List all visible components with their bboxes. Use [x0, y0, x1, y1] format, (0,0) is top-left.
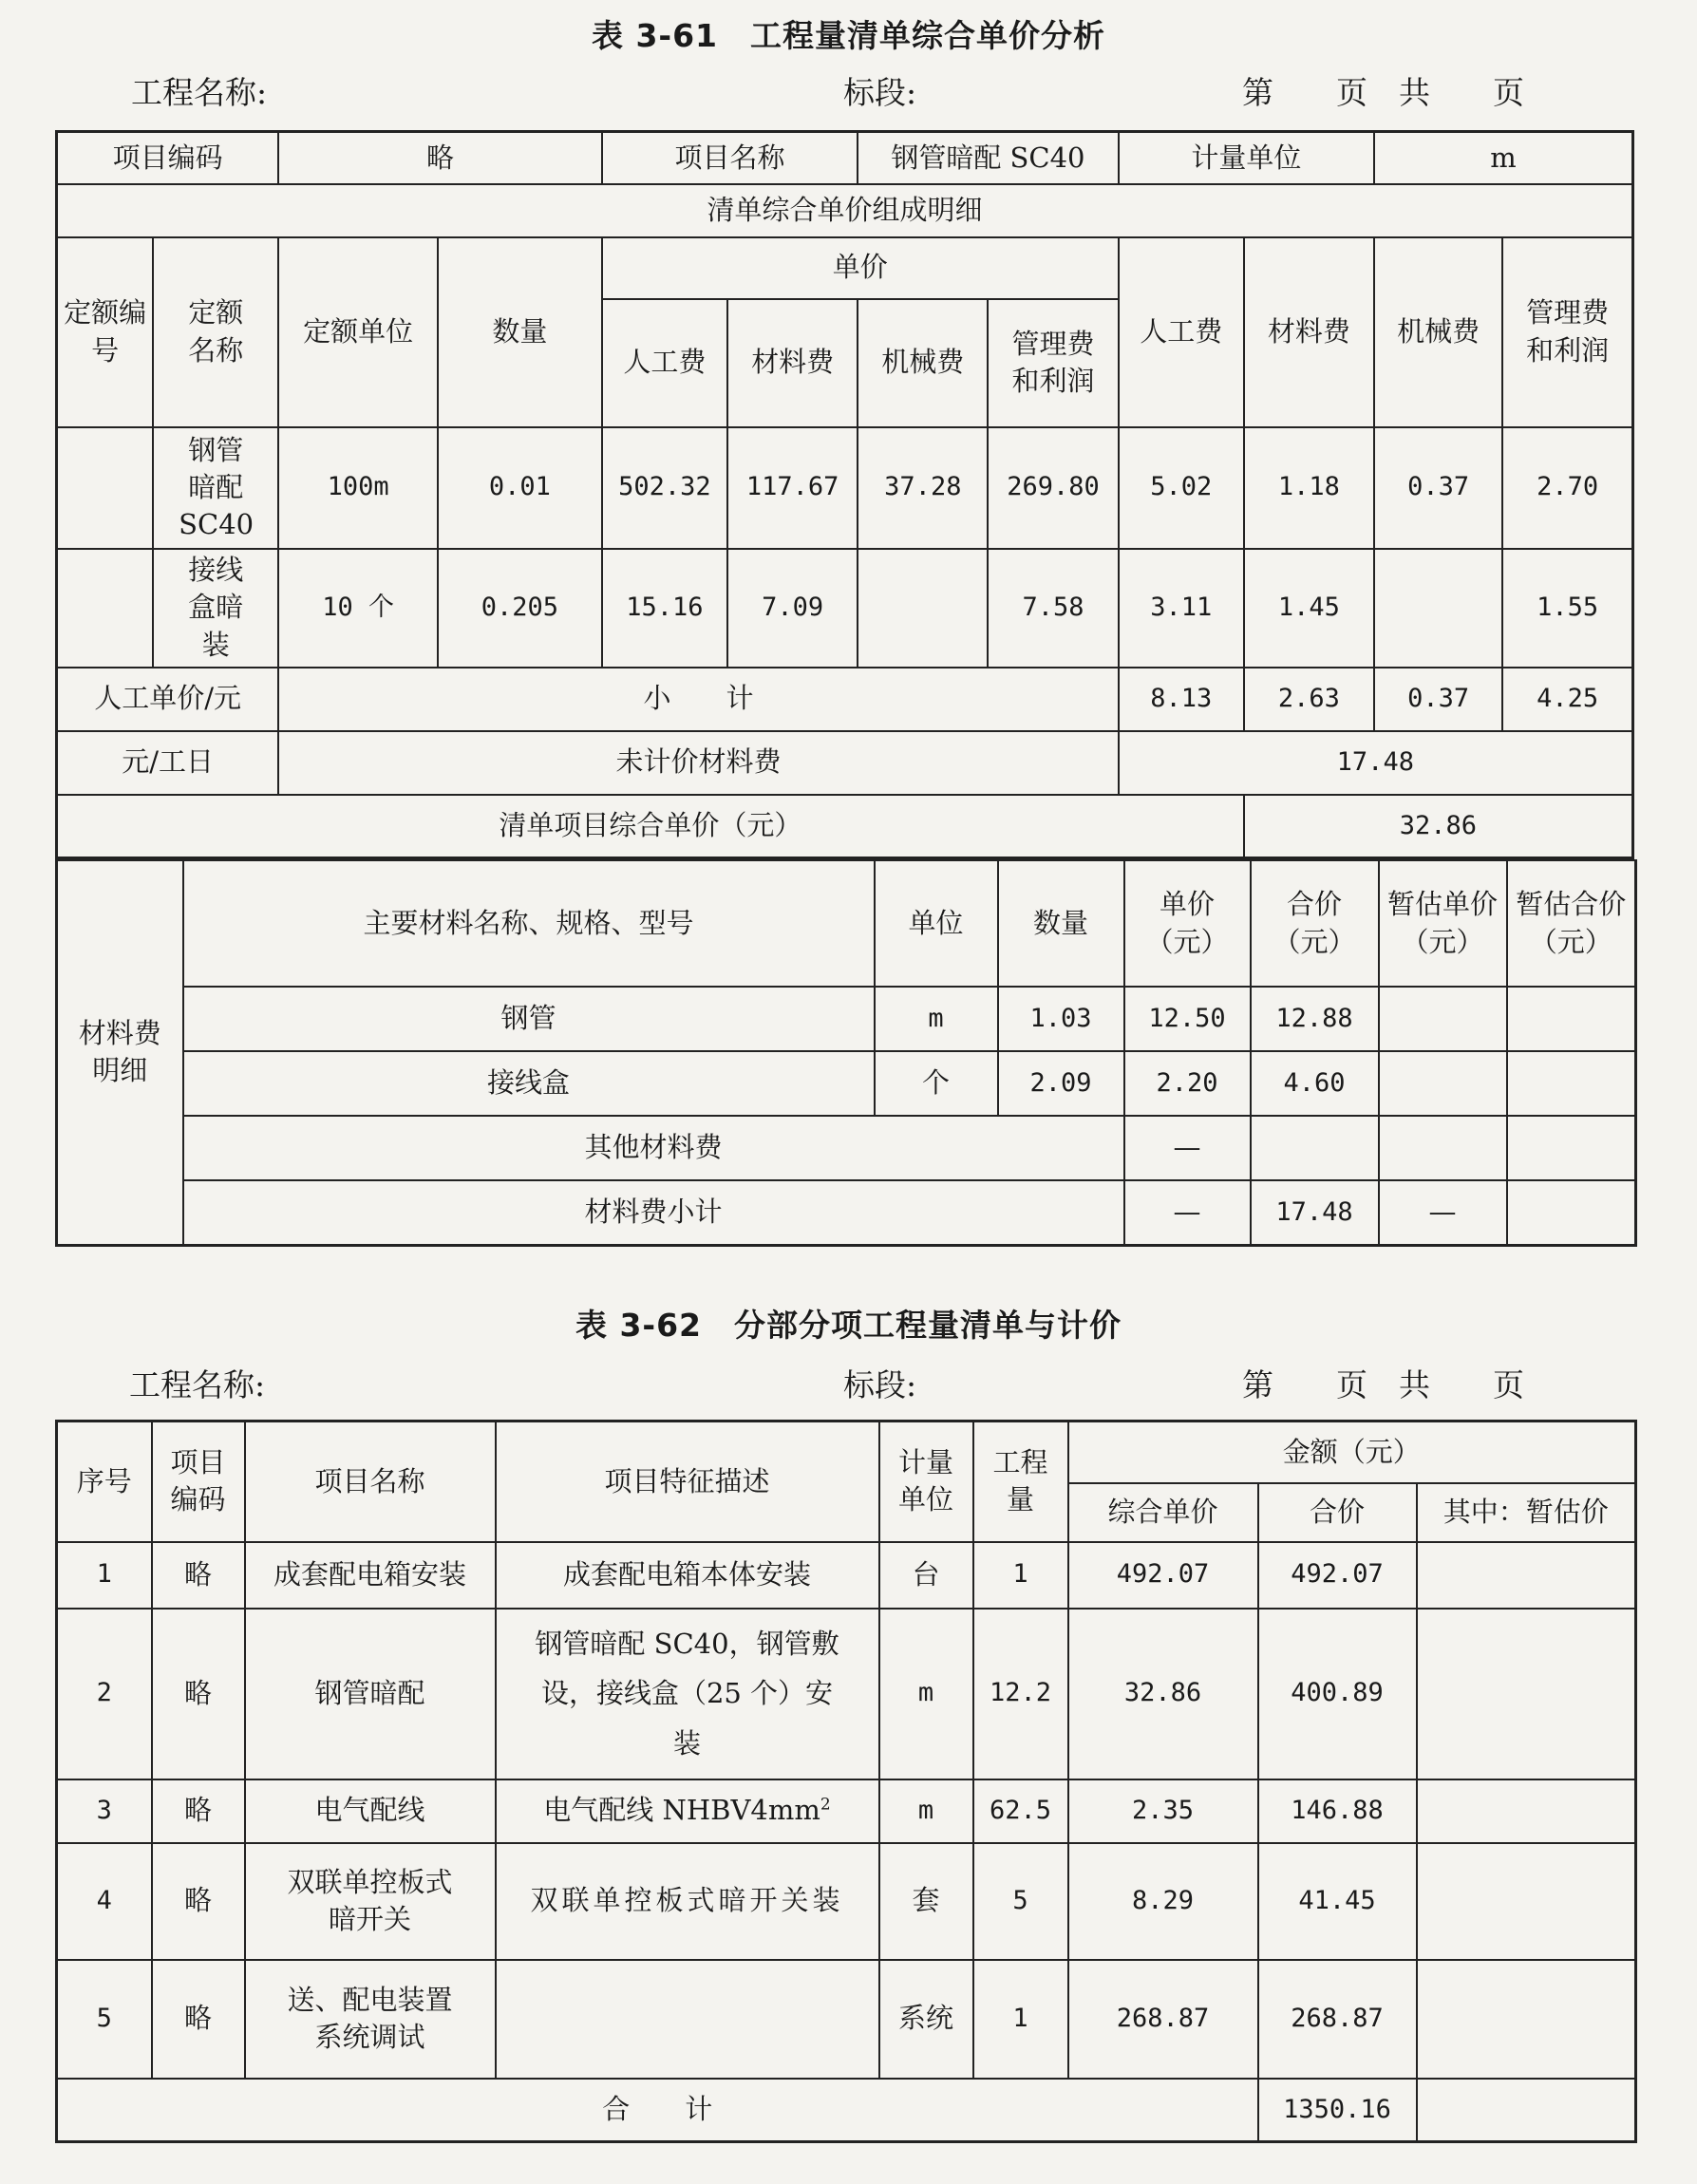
list-item	[57, 1051, 1636, 1116]
quota-no-header: 定额编号	[57, 237, 154, 427]
item-info-row	[57, 132, 1633, 184]
est-price-cell	[1379, 1051, 1507, 1116]
row-estimate	[1417, 1609, 1636, 1779]
price-mgmt: 269.80	[988, 427, 1118, 549]
page-label: 第 页 共 页	[1242, 74, 1524, 111]
unit-header: 计量单位	[879, 1421, 973, 1542]
price-material-header: 材料费	[727, 299, 858, 427]
item-name-value: 钢管暗配 SC40	[858, 132, 1118, 184]
machine-header: 机械费	[1374, 237, 1502, 427]
qty-header: 工程量	[973, 1421, 1068, 1542]
unpriced-value: 17.48	[1119, 731, 1633, 795]
unit-price-analysis-table	[55, 130, 1634, 859]
item-name-label: 项目名称	[602, 132, 858, 184]
table-row	[57, 1779, 1636, 1843]
table-row	[57, 427, 1633, 549]
bill-of-quantities-table	[55, 1420, 1637, 2143]
quota-unit: 10 个	[278, 549, 438, 668]
row-seq: 2	[57, 1609, 152, 1779]
row-desc: 钢管暗配 SC40，钢管敷设，接线盒（25 个）安装	[496, 1609, 879, 1779]
table-row	[57, 549, 1633, 668]
row-total: 492.07	[1258, 1542, 1417, 1609]
quota-name: 钢管暗配 SC40	[153, 427, 278, 549]
unpriced-row	[57, 731, 1633, 795]
machine-fee: 0.37	[1374, 427, 1502, 549]
price-material: 7.09	[727, 549, 858, 668]
quota-no	[57, 549, 154, 668]
mgmt-fee: 1.55	[1502, 549, 1632, 668]
row-estimate	[1417, 1779, 1636, 1843]
labor-fee: 3.11	[1119, 549, 1244, 668]
unit-price-header: 单价	[602, 237, 1119, 299]
material-detail-table	[55, 859, 1637, 1247]
table-row	[57, 1960, 1636, 2079]
est-total-cell	[1507, 1051, 1636, 1116]
quota-no	[57, 427, 154, 549]
row-qty: 1	[973, 1542, 1068, 1609]
row-name: 双联单控板式暗开关	[245, 1843, 496, 1960]
table-row	[57, 1843, 1636, 1960]
material-total: 12.88	[1251, 987, 1379, 1051]
other-est-price	[1379, 1116, 1507, 1180]
item-code-value: 略	[278, 132, 602, 184]
material-fee: 1.45	[1244, 549, 1374, 668]
row-qty: 1	[973, 1960, 1068, 2079]
row-total: 268.87	[1258, 1960, 1417, 2079]
table1-title: 表 3-61 工程量清单综合单价分析	[591, 17, 1106, 54]
row-name: 成套配电箱安装	[245, 1542, 496, 1609]
total-row	[57, 2079, 1636, 2142]
row-desc	[496, 1779, 879, 1843]
labor-fee: 5.02	[1119, 427, 1244, 549]
table-row	[57, 1542, 1636, 1609]
row-seq: 1	[57, 1542, 152, 1609]
row-seq: 4	[57, 1843, 152, 1960]
row-desc	[496, 1960, 879, 2079]
row-code: 略	[152, 1609, 245, 1779]
item-code-label: 项目编码	[57, 132, 279, 184]
price-labor: 15.16	[602, 549, 727, 668]
price-mgmt: 7.58	[988, 549, 1118, 668]
estimate-header: 其中：暂估价	[1417, 1483, 1636, 1542]
material-subtotal-label: 材料费小计	[183, 1180, 1124, 1245]
quota-name-header: 定额名称	[153, 237, 278, 427]
quota-unit: 100m	[278, 427, 438, 549]
material-name: 接线盒	[183, 1051, 875, 1116]
section-label-2: 标段:	[843, 1366, 917, 1403]
price-machine	[858, 549, 988, 668]
material-subtotal-total: 17.48	[1251, 1180, 1379, 1245]
material-price: 2.20	[1124, 1051, 1251, 1116]
row-estimate	[1417, 1542, 1636, 1609]
row-price: 492.07	[1068, 1542, 1258, 1609]
row-code: 略	[152, 1779, 245, 1843]
other-est-total	[1507, 1116, 1636, 1180]
mgmt-fee: 2.70	[1502, 427, 1632, 549]
row-qty: 5	[973, 1843, 1068, 1960]
material-unit: m	[875, 987, 998, 1051]
labor-header: 人工费	[1119, 237, 1244, 427]
quota-qty: 0.205	[438, 549, 602, 668]
subtotal-mgmt: 4.25	[1502, 668, 1632, 731]
row-total: 146.88	[1258, 1779, 1417, 1843]
material-name-header: 主要材料名称、规格、型号	[183, 860, 875, 987]
other-material-price: —	[1124, 1116, 1251, 1180]
material-unit-header: 单位	[875, 860, 998, 987]
row-code: 略	[152, 1960, 245, 2079]
quota-name: 接线盒暗装	[153, 549, 278, 668]
row-total: 41.45	[1258, 1843, 1417, 1960]
composite-row	[57, 795, 1633, 858]
total-label: 合 计	[57, 2079, 1258, 2142]
project-name-label-2: 工程名称:	[129, 1366, 266, 1403]
section-label: 标段:	[843, 74, 917, 111]
row-name: 电气配线	[245, 1779, 496, 1843]
quantity-header: 数量	[438, 237, 602, 427]
subtotal-material: 2.63	[1244, 668, 1374, 731]
row-unit: 系统	[879, 1960, 973, 2079]
page-label-2: 第 页 共 页	[1242, 1366, 1524, 1403]
material-subtotal-price: —	[1124, 1180, 1251, 1245]
code-header: 项目编码	[152, 1421, 245, 1542]
row-seq: 3	[57, 1779, 152, 1843]
row-unit: 套	[879, 1843, 973, 1960]
material-qty-header: 数量	[998, 860, 1124, 987]
row-name: 钢管暗配	[245, 1609, 496, 1779]
row-total: 400.89	[1258, 1609, 1417, 1779]
other-material-total	[1251, 1116, 1379, 1180]
price-machine: 37.28	[858, 427, 988, 549]
other-material-row	[57, 1116, 1636, 1180]
price-mgmt-header: 管理费和利润	[988, 299, 1118, 427]
row-desc-sup: 2	[820, 1795, 831, 1815]
row-seq: 5	[57, 1960, 152, 2079]
material-subtotal-row	[57, 1180, 1636, 1245]
seq-header: 序号	[57, 1421, 152, 1542]
material-name: 钢管	[183, 987, 875, 1051]
material-subtotal-est-total	[1507, 1180, 1636, 1245]
est-total-cell	[1507, 987, 1636, 1051]
material-unit: 个	[875, 1051, 998, 1116]
subtotal-machine: 0.37	[1374, 668, 1502, 731]
list-item	[57, 987, 1636, 1051]
total-header: 合价	[1258, 1483, 1417, 1542]
subtotal-row	[57, 668, 1633, 731]
est-price-header: 暂估单价（元）	[1379, 860, 1507, 987]
material-subtotal-est: —	[1379, 1180, 1507, 1245]
unit-value: m	[1374, 132, 1632, 184]
price-labor-header: 人工费	[602, 299, 727, 427]
composition-title: 清单综合单价组成明细	[57, 184, 1633, 237]
machine-fee	[1374, 549, 1502, 668]
est-total-header: 暂估合价（元）	[1507, 860, 1636, 987]
subtotal-labor: 8.13	[1119, 668, 1244, 731]
est-price-cell	[1379, 987, 1507, 1051]
other-material-label: 其他材料费	[183, 1116, 1124, 1180]
material-total-header: 合价（元）	[1251, 860, 1379, 987]
row-desc-text: 电气配线 NHBV4mm	[543, 1794, 820, 1827]
material-qty: 2.09	[998, 1051, 1124, 1116]
total-estimate	[1417, 2079, 1636, 2142]
row-desc: 双联单控板式暗开关装	[496, 1843, 879, 1960]
project-name-label: 工程名称:	[131, 74, 268, 111]
row-name: 送、配电装置系统调试	[245, 1960, 496, 2079]
material-detail-label: 材料费明细	[57, 860, 183, 1245]
price-labor: 502.32	[602, 427, 727, 549]
row-desc: 成套配电箱本体安装	[496, 1542, 879, 1609]
labor-price-label: 人工单价/元	[57, 668, 279, 731]
composite-value: 32.86	[1244, 795, 1633, 858]
mgmt-header: 管理费和利润	[1502, 237, 1632, 427]
unpriced-label: 未计价材料费	[278, 731, 1118, 795]
amount-header: 金额（元）	[1068, 1421, 1636, 1483]
material-qty: 1.03	[998, 987, 1124, 1051]
material-price: 12.50	[1124, 987, 1251, 1051]
price-material: 117.67	[727, 427, 858, 549]
price-machine-header: 机械费	[858, 299, 988, 427]
material-header: 材料费	[1244, 237, 1374, 427]
total-value: 1350.16	[1258, 2079, 1417, 2142]
composite-label: 清单项目综合单价（元）	[57, 795, 1244, 858]
row-estimate	[1417, 1843, 1636, 1960]
table2-title: 表 3-62 分部分项工程量清单与计价	[575, 1307, 1122, 1344]
row-unit: 台	[879, 1542, 973, 1609]
row-price: 32.86	[1068, 1609, 1258, 1779]
row-unit: m	[879, 1609, 973, 1779]
desc-header: 项目特征描述	[496, 1421, 879, 1542]
table-row	[57, 1609, 1636, 1779]
row-code: 略	[152, 1843, 245, 1960]
per-day-label: 元/工日	[57, 731, 279, 795]
row-price: 8.29	[1068, 1843, 1258, 1960]
row-unit: m	[879, 1779, 973, 1843]
row-code: 略	[152, 1542, 245, 1609]
row-price: 268.87	[1068, 1960, 1258, 2079]
row-price: 2.35	[1068, 1779, 1258, 1843]
row-qty: 62.5	[973, 1779, 1068, 1843]
row-qty: 12.2	[973, 1609, 1068, 1779]
quota-unit-header: 定额单位	[278, 237, 438, 427]
unit-label: 计量单位	[1119, 132, 1374, 184]
subtotal-label: 小 计	[278, 668, 1118, 731]
unit-price-header: 综合单价	[1068, 1483, 1258, 1542]
material-price-header: 单价（元）	[1124, 860, 1251, 987]
material-fee: 1.18	[1244, 427, 1374, 549]
row-estimate	[1417, 1960, 1636, 2079]
material-total: 4.60	[1251, 1051, 1379, 1116]
name-header: 项目名称	[245, 1421, 496, 1542]
quota-qty: 0.01	[438, 427, 602, 549]
